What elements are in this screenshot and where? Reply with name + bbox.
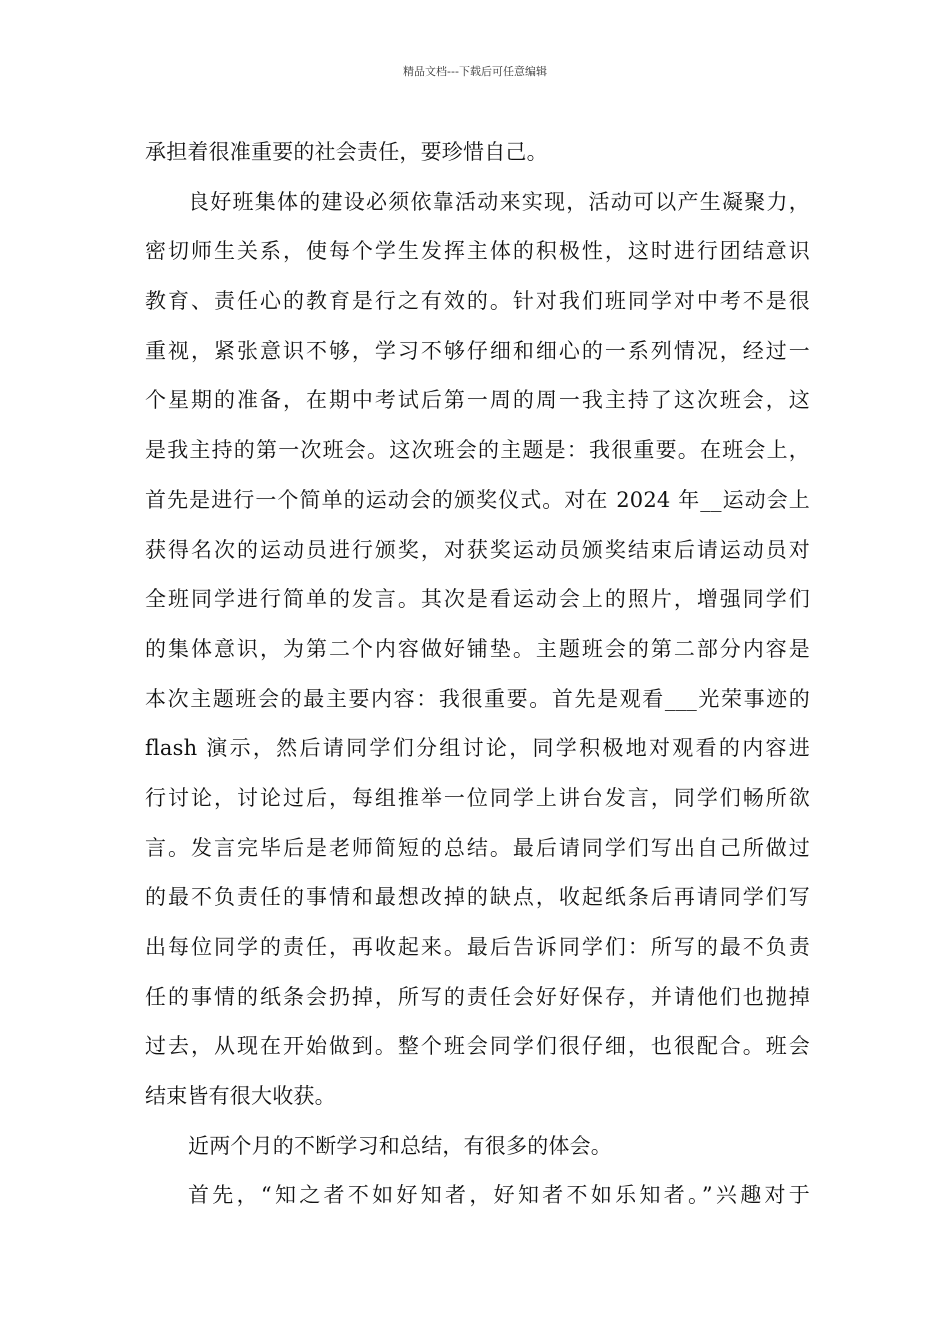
text-line-13: flash 演示，然后请同学们分组讨论，同学积极地对观看的内容进 bbox=[145, 736, 810, 761]
text-line-6: 个星期的准备，在期中考试后第一周的周一我主持了这次班会，这 bbox=[145, 388, 810, 413]
text-line-2: 良好班集体的建设必须依靠活动来实现，活动可以产生凝聚力， bbox=[188, 189, 810, 214]
text-line-1: 承担着很准重要的社会责任，要珍惜自己。 bbox=[145, 140, 548, 164]
text-line-8: 首先是进行一个简单的运动会的颁奖仪式。对在 2024 年__运动会上 bbox=[145, 487, 810, 512]
text-line-14: 行讨论，讨论过后，每组推举一位同学上讲台发言，同学们畅所欲 bbox=[145, 785, 810, 810]
text-line-12: 本次主题班会的最主要内容：我很重要。首先是观看___光荣事迹的 bbox=[145, 686, 810, 711]
text-line-20: 结束皆有很大收获。 bbox=[145, 1084, 336, 1109]
page-header: 精品文档---下载后可任意编辑 bbox=[403, 65, 547, 78]
text-line-18: 任的事情的纸条会扔掉，所写的责任会好好保存，并请他们也抛掉 bbox=[145, 984, 810, 1009]
text-line-7: 是我主持的第一次班会。这次班会的主题是：我很重要。在班会上， bbox=[145, 438, 810, 463]
text-line-5: 重视，紧张意识不够，学习不够仔细和细心的一系列情况，经过一 bbox=[145, 338, 810, 363]
text-line-9: 获得名次的运动员进行颁奖，对获奖运动员颁奖结束后请运动员对 bbox=[145, 537, 810, 562]
text-line-15: 言。发言完毕后是老师简短的总结。最后请同学们写出自己所做过 bbox=[145, 835, 810, 860]
text-line-16: 的最不负责任的事情和最想改掉的缺点，收起纸条后再请同学们写 bbox=[145, 885, 810, 910]
text-line-4: 教育、责任心的教育是行之有效的。针对我们班同学对中考不是很 bbox=[145, 289, 810, 314]
text-line-3: 密切师生关系，使每个学生发挥主体的积极性，这时进行团结意识 bbox=[145, 239, 810, 264]
text-line-10: 全班同学进行简单的发言。其次是看运动会上的照片，增强同学们 bbox=[145, 587, 810, 612]
text-line-17: 出每位同学的责任，再收起来。最后告诉同学们：所写的最不负责 bbox=[145, 935, 810, 959]
text-line-11: 的集体意识，为第二个内容做好铺垫。主题班会的第二部分内容是 bbox=[145, 636, 810, 661]
text-line-21: 近两个月的不断学习和总结，有很多的体会。 bbox=[188, 1133, 612, 1158]
body-text bbox=[145, 128, 810, 1221]
text-line-22: 首先，“知之者不如好知者，好知者不如乐知者。”兴趣对于 bbox=[188, 1183, 810, 1208]
text-line-19: 过去，从现在开始做到。整个班会同学们很仔细，也很配合。班会 bbox=[145, 1034, 810, 1059]
